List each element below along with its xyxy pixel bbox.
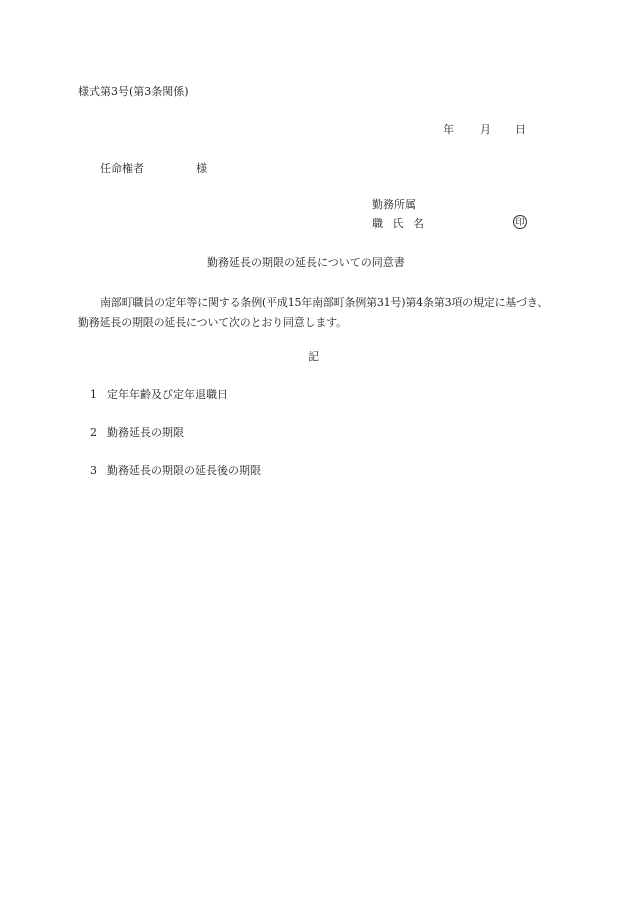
list-item-text: 勤務延長の期限 (107, 426, 184, 439)
document-title: 勤務延長の期限の延長についての同意書 (207, 256, 405, 269)
list-item (90, 464, 261, 478)
document-body: 南部町職員の定年等に関する条例(平成15年南部町条例第31号)第4条第3項の規定に基づき、勤務延長の期限の延長について次のとおり同意します。 (78, 296, 549, 329)
list-item-number: 2 (90, 426, 97, 439)
seal-icon: 印 (513, 215, 527, 229)
date-year-label: 年 (443, 123, 454, 136)
date-day-label: 日 (515, 123, 526, 136)
addressee-title: 任命権者 (100, 162, 144, 175)
list-item-text: 勤務延長の期限の延長後の期限 (107, 464, 261, 477)
list-item (90, 426, 184, 440)
addressee-honorific: 様 (196, 162, 207, 175)
workplace-label: 勤務所属 (372, 198, 416, 211)
list-item-number: 3 (90, 464, 97, 477)
list-item-text: 定年年齢及び定年退職日 (107, 388, 228, 401)
name-label: 職 氏 名 (372, 217, 427, 230)
record-mark: 記 (308, 350, 319, 363)
form-number: 様式第3号(第3条関係) (78, 85, 189, 98)
list-item-number: 1 (90, 388, 97, 401)
date-month-label: 月 (480, 123, 491, 136)
list-item (90, 388, 228, 402)
